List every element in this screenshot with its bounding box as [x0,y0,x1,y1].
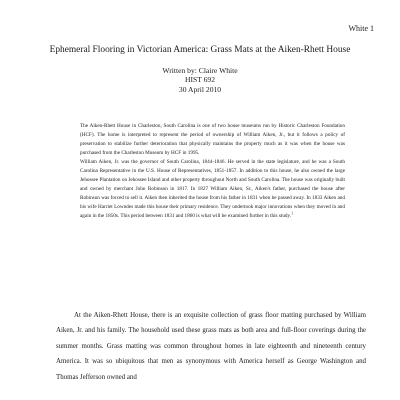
author-line: Written by: Claire White [162,66,238,75]
paper-title: Ephemeral Flooring in Victorian America: Grass Mats at the Aiken-Rhett House [49,45,351,55]
abstract-paragraph [80,158,345,221]
byline [100,66,300,94]
running-header: White 1 [348,24,374,33]
abstract [80,122,345,222]
footnote-marker: 1 [291,211,293,216]
body-paragraph: At the Aiken-Rhett House, there is an exquisite collection of grass floor matting purchased by William Aiken, Jr. and his family. The household used these grass mats as both area and full-floor coverings during the summer months. Grass matting was common throughout homes in late eighteenth and nineteenth century America. It was so ubiquitous that men as synonymous with America herself as George Washington and Thomas Jefferson owned and [56,312,366,381]
course-line: HIST 692 [184,75,216,85]
body-text [56,308,366,385]
abstract-paragraph-text: William Aiken, Jr. was the governor of South Carolina, 1844-1846. He served in the state legislature, and he was a South Carolina Representative in the U.S. House of Representatives, 1851-1857. In addition to this house, he also owned the large Jehossee Plantation on Jehossee Island and other property throughout North and South Carolina. The house was originally built and owned by merchant John Robinson in 1817. In 1827 William Aiken, Sr., Aiken's father, purchased the house after Robinson was forced to sell it. Aiken then inherited the house from his father in 1831 when he passed away. In 1833 Aiken and his wife Harriet Lowndes made this house their primary residence. They undertook major innovations when they moved in and again in the 1850s. This period between 1831 and 1860 is what will be examined further in this study. [80,159,345,220]
abstract-paragraph: The Aiken-Rhett House in Charleston, South Carolina is one of two house museums run by Historic Charleston Foundation (HCF). The home is interpreted to represent the period of ownership of William Aiken, Jr., but it follows a policy of preservation to stabilize further deterioration that physically maintains the property much as it was when the house was purchased from the Charleston Museum by HCF in 1995. [80,123,345,157]
date-line: 30 April 2010 [178,84,222,94]
